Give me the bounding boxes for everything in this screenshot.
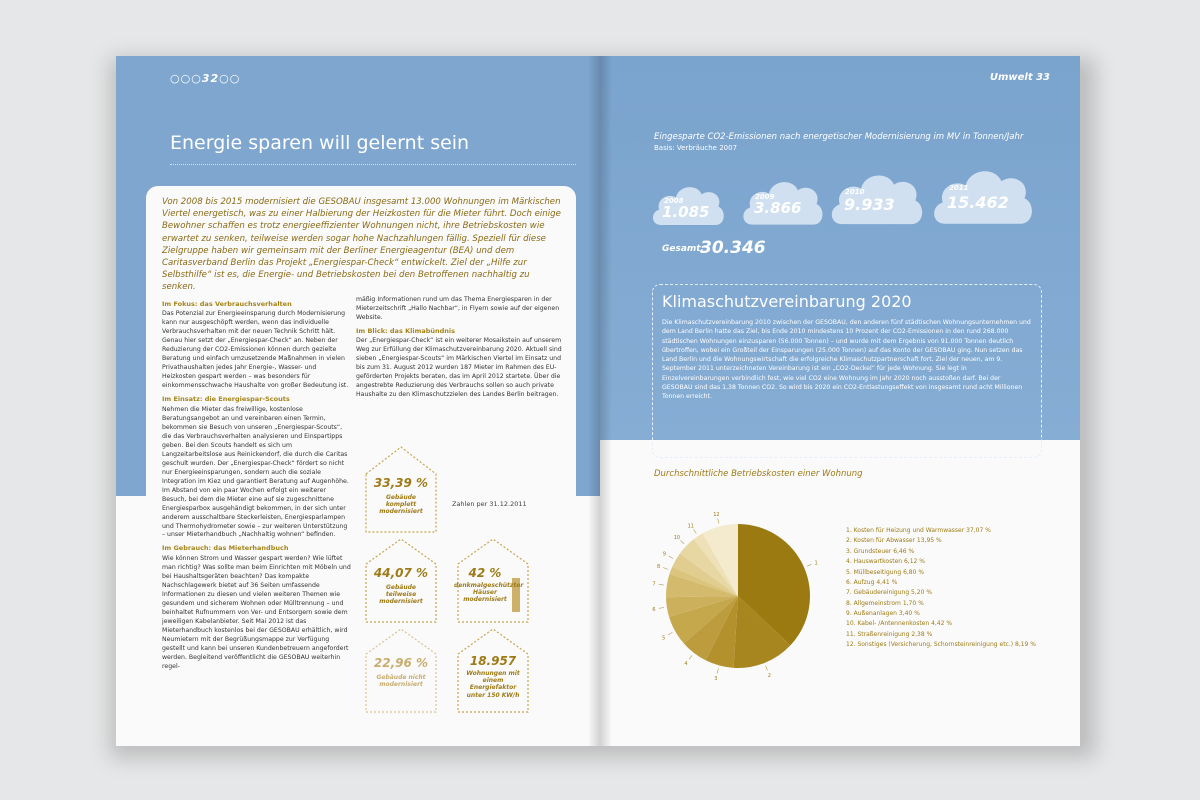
left-page [116, 56, 600, 746]
pie-leader-line [663, 568, 668, 570]
text-column-2 [356, 296, 564, 402]
pie-leader-line [689, 655, 692, 659]
stat-label: Gebäude nicht modernisiert [376, 674, 426, 689]
cloud-value: 1.085 [662, 203, 710, 221]
section-heading: Im Fokus: das Verbrauchsverhalten [162, 300, 292, 308]
stat-value: 18.957 [469, 654, 517, 668]
legend-item: 5. Müllbeseitigung 6,80 % [846, 568, 925, 576]
book-gutter [588, 56, 612, 746]
pie-label: 1 [814, 560, 818, 567]
costs-legend [846, 526, 1036, 651]
pie-leader-line [668, 632, 672, 634]
pie-label: 6 [652, 607, 656, 614]
pie-leader-line [680, 540, 684, 543]
pie-label: 2 [767, 673, 771, 680]
legend-item: 11. Straßenreinigung 2,38 % [846, 630, 933, 638]
legend-item: 1. Kosten für Heizung und Warmwasser 37,07 % [846, 527, 991, 534]
stat-house-4 [364, 626, 438, 714]
section-text: Nehmen die Mieter das freiwillige, kostenlose Beratungsangebot an und vereinbaren einen Termin, bekommen sie Besuch von unseren „Energiespar-Scouts“, die das Verbrauchsverhalten analysieren und Einspartipps geben. Bei den Scouts handelt es sich um Langzeitarbeitslose aus Reinickendorf, die durch die Caritas geschult wurden. Der „Energiespar-Check“ fördert so nicht nur Energieeinsparungen, sondern auch die soziale Integration im Kiez und garantiert Beratung auf Augenhöhe. Im Abstand von ein paar Wochen erfolgt ein weiterer Besuch, bei dem die Mieter eine auf sie zugeschnittene Energiesparbox ausgehändigt bekommen, in der sich unter anderem ausschaltbare Steckerleisten, Energiesparlampen und Thermohydrometer sowie – zur weiteren Unterstützung – unser Mieterhandbuch „Nachhaltig wohnen“ befinden. [162, 405, 349, 539]
pie-leader-line [659, 608, 664, 609]
cloud-year: 2009 [755, 193, 775, 201]
co2-cloud-2008 [650, 179, 726, 228]
pie-label: 3 [714, 676, 718, 683]
section-text: mäßig Informationen rund um das Thema Energiesparen in der Mieterzeitschrift „Hallo Nachbar“, in Flyern sowie auf der eigenen Website. [356, 296, 560, 321]
pie-leader-line [766, 666, 768, 671]
house-outline-icon [364, 536, 438, 624]
right-page [600, 56, 1080, 746]
pie-label: 7 [652, 581, 656, 588]
section-heading: Im Blick: das Klimabündnis [356, 326, 456, 335]
stat-value: 22,96 % [373, 656, 429, 670]
cloud-year: 2010 [845, 188, 865, 196]
legend-item: 7. Gebäudereinigung 5,20 % [846, 589, 933, 597]
section-text: Wie können Strom und Wasser gespart werden? Wie lüftet man richtig? Was sollte man beim Einrichten mit Möbeln und bei Haushaltsgeräten beachten? Das kompakte Nachschlagewerk bietet auf 36 Seiten umfassende Informationen zu diesen und vielen weiteren Themen wie gesundem und sicherem Wohnen oder Mülltrennung – und beinhaltet Rufnummern von Ver- und Entsorgern sowie dem jeweiligen Kabelanbieter. Seit Mai 2012 ist das Mieterhandbuch kostenlos bei der GESOBAU erhältlich, wird Neumietern mit der Begrüßungsmappe zur Verfügung gestellt und kann bei unseren Kundenbetreuern angefordert werden. Begleitend veröffentlicht die GESOBAU weiterhin regel- [162, 554, 351, 670]
page-title: Energie sparen will gelernt sein [170, 132, 470, 154]
cloud-value: 9.933 [844, 195, 895, 214]
legend-item: 2. Kosten für Abwasser 13,95 % [846, 537, 942, 545]
text-column-1 [162, 296, 352, 674]
pie-leader-line [718, 519, 719, 524]
legend-item: 4. Hauswartkosten 6,12 % [846, 558, 925, 566]
pie-label: 11 [687, 523, 694, 530]
legend-item: 9. Außenanlagen 3,40 % [846, 610, 920, 617]
section-heading: Im Einsatz: die Energiespar-Scouts [162, 395, 290, 404]
section-heading: Im Gebrauch: das Mieterhandbuch [162, 544, 289, 553]
date-note: Zahlen per 31.12.2011 [452, 500, 527, 508]
stat-house-1 [364, 444, 438, 534]
co2-cloud-2010 [828, 165, 925, 228]
co2-cloud-2011 [930, 160, 1035, 228]
pie-leader-line [669, 556, 673, 558]
pie-leader-line [659, 584, 664, 585]
page-number-right: Umwelt 33 [989, 72, 1050, 83]
pie-label: 12 [713, 511, 720, 518]
pie-label: 5 [662, 635, 666, 642]
co2-chart-title: Eingesparte CO2-Emissionen nach energetischer Modernisierung im MV in Tonnen/Jahr [654, 132, 1024, 142]
stat-house-5 [456, 626, 530, 714]
climate-title: Klimaschutzvereinbarung 2020 [662, 292, 912, 311]
cloud-value: 15.462 [947, 193, 1009, 212]
pie-leader-line [694, 529, 697, 533]
legend-item: 3. Grundsteuer 6,46 % [846, 547, 915, 555]
total-value: 30.346 [700, 238, 766, 258]
section-text: Der „Energiespar-Check“ ist ein weiterer Mosaikstein auf unserem Weg zur Erfüllung der Klimaschutzvereinbarung 2020. Aktuell sind sieben „Energiespar-Scouts“ im Märkischen Viertel im Einsatz und bis zum 31. August 2012 wurden 187 Mieter im Rahmen des EU-geförderten Projekts beraten, das im April 2012 startete. Über die angestrebte Reduzierung des Verbrauchs sollen so auch private Haushalte zu den Klimaschutzzielen des Landes Berlin beitragen. [356, 337, 562, 399]
costs-pie-chart [640, 496, 830, 686]
legend-item: 6. Aufzug 4,41 % [846, 578, 898, 586]
total-label: Gesamt: [662, 244, 705, 254]
stat-value: 44,07 % [373, 566, 429, 580]
stat-house-2 [364, 536, 438, 624]
pie-label: 9 [662, 551, 666, 558]
cloud-year: 2008 [664, 197, 684, 205]
house-outline-icon [456, 536, 530, 624]
costs-chart-title: Durchschnittliche Betriebskosten einer Wohnung [654, 469, 863, 479]
pie-label: 8 [656, 563, 661, 570]
pie-leader-line [807, 564, 812, 566]
pie-leader-line [717, 668, 718, 673]
co2-chart-subtitle: Basis: Verbräuche 2007 [654, 144, 738, 152]
cloud-value: 3.866 [754, 199, 802, 217]
stat-value: 42 % [468, 566, 502, 580]
page-number-left: ○○○32○○ [170, 72, 241, 85]
stat-value: 33,39 % [373, 476, 429, 490]
stat-house-3 [456, 536, 530, 624]
stat-label: denkmalgeschützter Häuser modernisiert [454, 582, 524, 604]
house-outline-icon [364, 626, 438, 714]
stat-label: Wohnungen mit einem Energiefaktor unter 150 KW/h [466, 670, 520, 699]
pie-label: 10 [673, 534, 681, 541]
pie-label: 4 [684, 661, 688, 668]
section-text: Das Potenzial zur Energieeinsparung durch Modernisierung kann nur ausgeschöpft werden, wenn das individuelle Verbrauchsverhalten mit der neuen Technik Schritt hält. Genau hier setzt der „Energiespar-Check“ an. Neben der Reduzierung der CO2-Emissionen können durch gezielte Beratung und einfach umzusetzende Maßnahmen in vielen Privathaushalten jedes Jahr Energie-, Wasser- und Heizkosten gespart werden – was besonders für einkommensschwache Haushalte von großer Bedeutung ist. [162, 310, 349, 390]
stat-label: Gebäude komplett modernisiert [379, 494, 423, 516]
legend-item: 12. Sonstiges (Versicherung, Schornsteinreinigung etc.) 8,19 % [846, 641, 1036, 649]
cloud-year: 2011 [949, 184, 969, 192]
co2-cloud-2009 [740, 173, 825, 228]
stat-label: Gebäude teilweise modernisiert [379, 584, 423, 606]
title-divider [170, 164, 576, 165]
climate-text: Die Klimaschutzvereinbarung 2010 zwischen der GESOBAU, den anderen fünf städtischen Wohnungsunternehmen und dem Land Berlin hatte das Ziel, bis Ende 2010 mindestens 10 Prozent der CO2-Emissionen in den rund 268.000 städtischen Wohnungen einzusparen (56.000 Tonnen) – und wurde mit dem Ergebnis von 91.000 Tonnen deutlich übertroffen, wobei ein Großteil der Einsparungen (25.000 Tonnen) auf das Konto der GESOBAU ging. Nun setzen das Land Berlin und die Wohnungswirtschaft die erfolgreiche Klimaschutzpartnerschaft fort. Ziel der neuen, am 9. September 2011 unterzeichneten Vereinbarung ist ein „CO2-Deckel“ für jede Wohnung. Sie legt in Einzelvereinbarungen verbindlich fest, wie viel CO2 eine Wohnung im Jahr 2020 noch ausstoßen darf. Bei der GESOBAU sind das 1,38 Tonnen CO2. So wird bis 2020 ein CO2-Entlastungseffekt von insgesamt rund acht Millionen Tonnen erreicht. [662, 319, 1031, 401]
legend-item: 8. Allgemeinstrom 1,70 % [846, 599, 924, 607]
legend-item: 10. Kabel- /Antennenkosten 4,42 % [846, 620, 953, 628]
intro-text: Von 2008 bis 2015 modernisiert die GESOBAU insgesamt 13.000 Wohnungen im Märkischen Viertel energetisch, was zu einer Halbierung der Heizkosten für die Mieter führt. Doch einige Bewohner schaffen es trotz energieeffizienter Wohnungen nicht, ihre Betriebskosten wie erwartet zu senken, teilweise werden sogar hohe Nachzahlungen fällig. Speziell für diese Zielgruppe haben wir gemeinsam mit der Berliner Energieagentur (BEA) und dem Caritasverband Berlin das Projekt „Energiespar-Check“ entwickelt. Ziel der „Hilfe zur Selbsthilfe“ ist es, die Energie- und Betriebskosten bei den Betroffenen nachhaltig zu senken. [162, 197, 561, 293]
